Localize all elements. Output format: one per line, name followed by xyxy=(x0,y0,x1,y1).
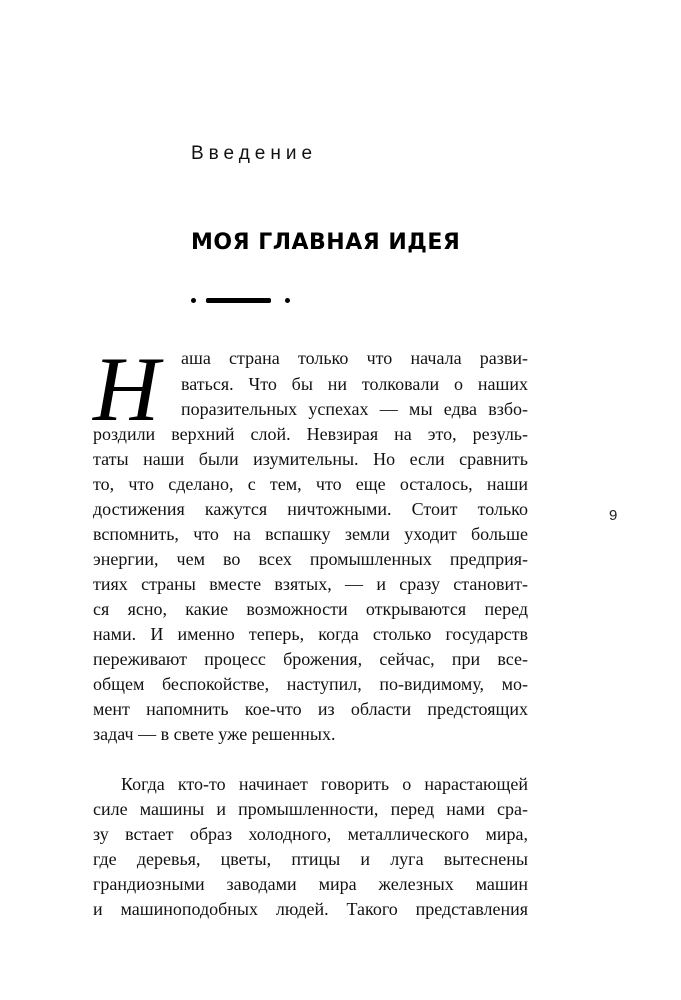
paragraph1-line: тиях страны вместе взятых, — и сразу становит- xyxy=(93,574,528,594)
chapter-title: МОЯ ГЛАВНАЯ ИДЕЯ xyxy=(191,230,461,255)
paragraph1-line: нами. И именно теперь, когда столько государств xyxy=(93,624,528,644)
drop-cap: Н xyxy=(93,338,160,440)
paragraph1-line: общем беспокойстве, наступил, по-видимому, мо- xyxy=(93,674,528,694)
paragraph2-line: и машиноподобных людей. Такого представления xyxy=(93,899,528,919)
paragraph1-line: переживают процесс брожения, сейчас, при все- xyxy=(93,649,528,669)
paragraph2-line: Когда кто-то начинает говорить о нарастающей xyxy=(121,774,528,794)
paragraph1-line: то, что сделано, с тем, что еще осталось, наши xyxy=(93,474,528,494)
paragraph1-line: достижения кажутся ничтожными. Стоит только xyxy=(93,499,528,519)
paragraph1-line: таты наши были изумительны. Но если сравнить xyxy=(93,449,528,469)
paragraph1-line: поразительных успехах — мы едва взбо- xyxy=(181,399,528,419)
paragraph1-line: энергии, чем во всех промышленных предприя- xyxy=(93,549,528,569)
paragraph1-line: аша страна только что начала разви- xyxy=(181,348,528,368)
paragraph1-line: задач — в свете уже решенных. xyxy=(93,724,336,744)
paragraph1-line: ся ясно, какие возможности открываются перед xyxy=(93,599,528,619)
paragraph2-line: где деревья, цветы, птицы и луга вытеснены xyxy=(93,849,528,869)
chapter-kicker: Введение xyxy=(191,143,318,164)
page-number: 9 xyxy=(609,507,618,524)
ornament-bar xyxy=(206,298,271,303)
ornament-dot-right xyxy=(285,298,290,303)
title-ornament xyxy=(191,296,291,306)
paragraph1-line: ваться. Что бы ни толковали о наших xyxy=(181,374,528,394)
paragraph2-line: грандиозными заводами мира железных машин xyxy=(93,874,528,894)
ornament-dot-left xyxy=(191,298,196,303)
paragraph2-line: силе машины и промышленности, перед нами сра- xyxy=(93,799,528,819)
paragraph1-line: роздили верхний слой. Невзирая на это, резуль- xyxy=(93,424,528,444)
paragraph2-line: зу встает образ холодного, металлического мира, xyxy=(93,824,528,844)
paragraph1-line: вспомнить, что на вспашку земли уходит больше xyxy=(93,524,528,544)
paragraph1-line: мент напомнить кое-что из области предстоящих xyxy=(93,699,528,719)
